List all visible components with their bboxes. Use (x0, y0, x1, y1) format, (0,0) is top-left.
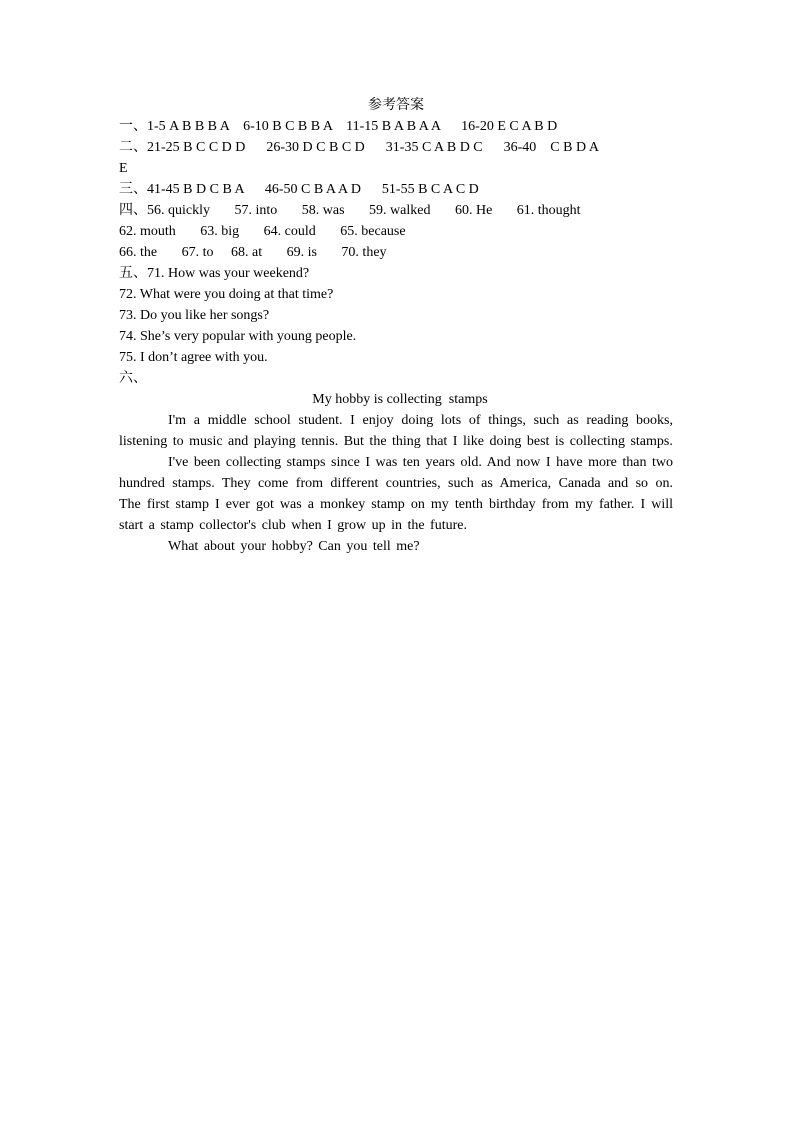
answer-line-section-5-q71: 五、71. How was your weekend? (119, 266, 310, 281)
essay-paragraph-2: I've been collecting stamps since I was ten years old. And now I have more than two hundred stamps. They come from different countries, such as America, Canada and so on. The first stamp I ever got was a monkey stamp on my tenth birthday from my father. I will start a stamp collector's club when I grow up in the future. (119, 455, 673, 533)
answer-line-section-1: 一、1-5 A B B B A 6-10 B C B B A 11-15 B A B A A 16-20 E C A B D (119, 119, 558, 134)
essay-paragraph-3: What about your hobby? Can you tell me? (168, 539, 420, 554)
essay-title: My hobby is collecting stamps (312, 392, 488, 407)
essay (119, 389, 673, 557)
answer-line-section-4-row-2: 62. mouth 63. big 64. could 65. because (119, 224, 406, 239)
answer-line-section-2-wrap: E (119, 161, 128, 176)
essay-paragraph-1: I'm a middle school student. I enjoy doing lots of things, such as reading books, listening to music and playing tennis. But the thing that I like doing best is collecting stamps. (119, 413, 673, 449)
answer-line-section-3: 三、41-45 B D C B A 46-50 C B A A D 51-55 B C A C D (119, 182, 479, 197)
answer-key-page (119, 95, 673, 557)
page-title: 参考答案 (368, 98, 424, 113)
answer-line-q73: 73. Do you like her songs? (119, 308, 270, 323)
answer-line-q75: 75. I don’t agree with you. (119, 350, 268, 365)
answer-line-section-6: 六、 (119, 371, 147, 386)
answer-line-section-4-row-3: 66. the 67. to 68. at 69. is 70. they (119, 245, 387, 260)
answer-line-section-4-row-1: 四、56. quickly 57. into 58. was 59. walked 60. He 61. thought (119, 203, 581, 218)
answer-line-q74: 74. She’s very popular with young people. (119, 329, 357, 344)
answer-lines (119, 116, 673, 389)
answer-line-q72: 72. What were you doing at that time? (119, 287, 334, 302)
answer-line-section-2: 二、21-25 B C C D D 26-30 D C B C D 31-35 C A B D C 36-40 C B D A (119, 140, 599, 155)
